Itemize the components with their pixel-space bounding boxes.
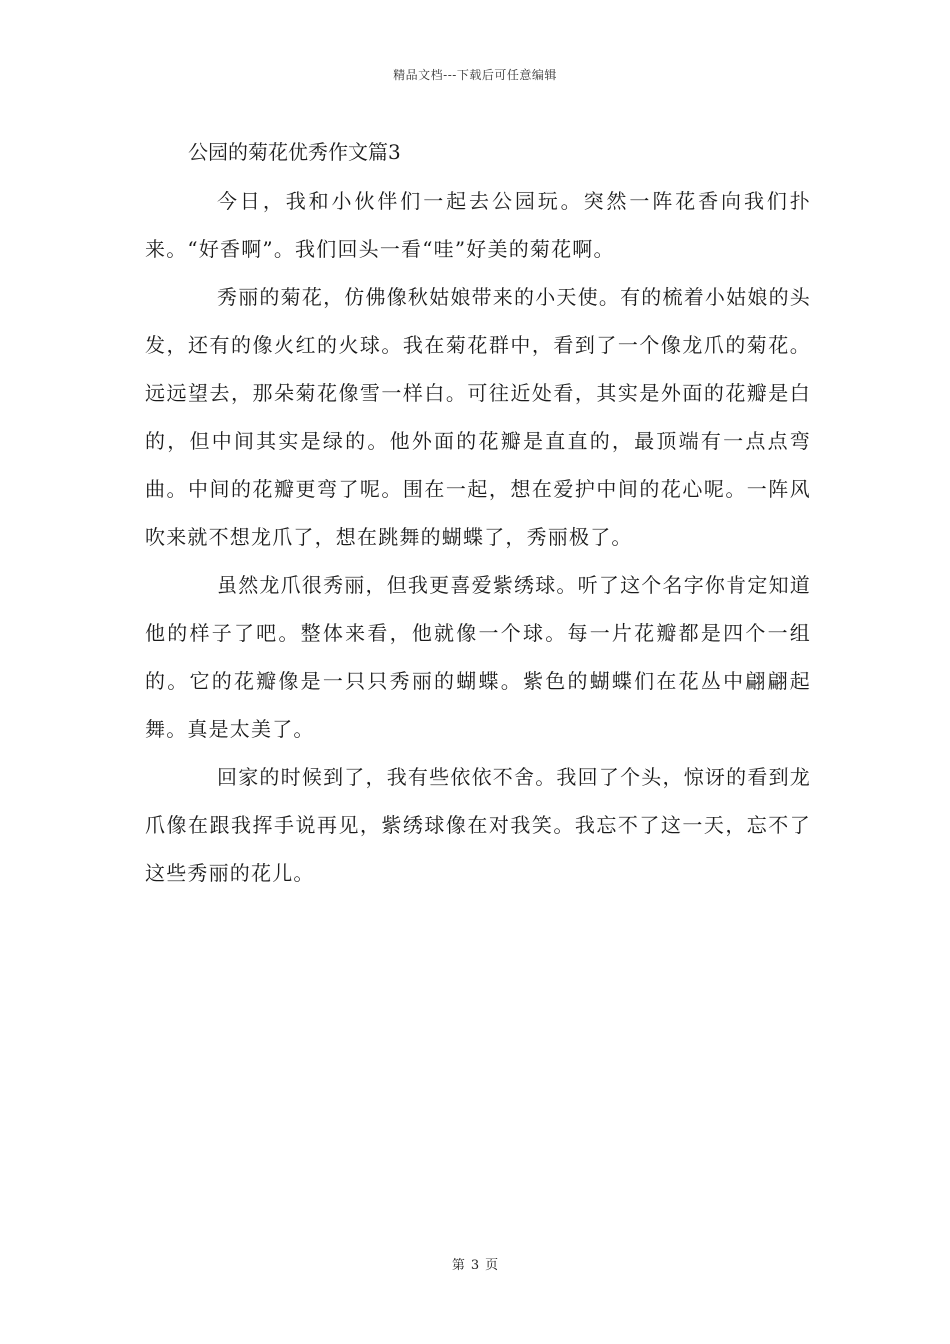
page-number-prefix: 第 xyxy=(451,1258,465,1273)
page-number: 3 xyxy=(470,1258,480,1273)
paragraph: 回家的时候到了，我有些依依不舍。我回了个头，惊讶的看到龙爪像在跟我挥手说再见，紫绣球像在对我笑。我忘不了这一天，忘不了这些秀丽的花儿。 xyxy=(145,765,811,885)
page-number-suffix: 页 xyxy=(485,1258,499,1273)
page-footer xyxy=(0,1254,950,1273)
page-header: 精品文档---下载后可任意编辑 xyxy=(393,68,557,82)
paragraph: 今日，我和小伙伴们一起去公园玩。突然一阵花香向我们扑来。“好香啊”。我们回头一看“哇”好美的菊花啊。 xyxy=(145,189,811,261)
document-body xyxy=(145,177,811,897)
document-title: 公园的菊花优秀作文篇3 xyxy=(188,140,401,164)
paragraph: 虽然龙爪很秀丽，但我更喜爱紫绣球。听了这个名字你肯定知道他的样子了吧。整体来看，他就像一个球。每一片花瓣都是四个一组的。它的花瓣像是一只只秀丽的蝴蝶。紫色的蝴蝶们在花丛中翩翩起舞。真是太美了。 xyxy=(145,573,811,741)
paragraph: 秀丽的菊花，仿佛像秋姑娘带来的小天使。有的梳着小姑娘的头发，还有的像火红的火球。我在菊花群中，看到了一个像龙爪的菊花。远远望去，那朵菊花像雪一样白。可往近处看，其实是外面的花瓣是白的，但中间其实是绿的。他外面的花瓣是直直的，最顶端有一点点弯曲。中间的花瓣更弯了呢。围在一起，想在爱护中间的花心呢。一阵风吹来就不想龙爪了，想在跳舞的蝴蝶了，秀丽极了。 xyxy=(145,285,811,549)
